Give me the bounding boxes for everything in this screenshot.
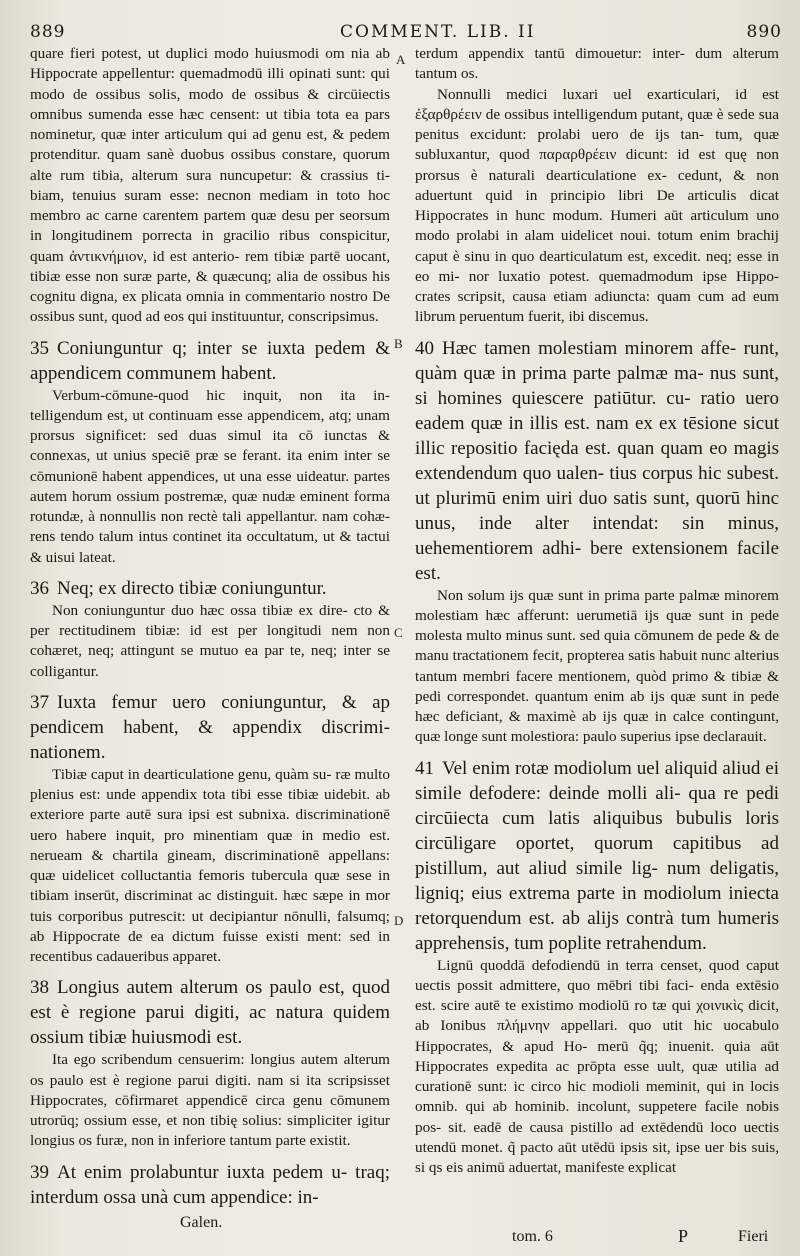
lemma-text: Hæc tamen molestiam minorem affe- runt, quàm quæ in prima parte palmæ ma- nus sunt, si homines quiescere patiūtur. cu- ratio uero eadem quæ in illis est. nam ex ex tēsione sicut illic repositio facięda est. quan quam eo magis extendendum quo ualen- tius corpus hic subest. ut plurimū enim uiri duo satis sunt, quorū hinc unus, inde alter intendat: sin minus, uehementiorem adhi- bere extensionem facile est. (415, 337, 779, 584)
paragraph-gap (30, 328, 390, 334)
paragraph-gap (30, 967, 390, 973)
margin-letter-c: C (394, 625, 403, 640)
paragraph-gap (415, 328, 779, 334)
right-column (415, 44, 779, 1178)
lemma-number: 35 (30, 337, 49, 359)
commentary-paragraph: Non coniunguntur duo hæc ossa tibiæ ex dire- cto & per rectitudinem tibiæ: id est per longitudi nem non cohæret, neq; attingunt se mutuo ea par te, neq; inter se colligantur. (30, 601, 390, 680)
lemma-text: Coniunguntur q; inter se iuxta pedem & appendicem communem habent. (30, 337, 390, 384)
left-column (30, 44, 390, 1210)
running-title: COMMENT. LIB. II (340, 22, 536, 42)
margin-letter-d: D (394, 913, 404, 928)
commentary-paragraph: Ita ego scribendum censuerim: longius autem alterum os paulo est è regione parui digiti. nam si ita scripsisset Hippocrates, cōfirmaret appendicē circa genu cōmunem utrorūq; ossium esse, et non tibię solius: simpliciter igitur longius os furæ, non in inferiore tantum parte existit. (30, 1051, 390, 1150)
commentary-paragraph: Verbum-cōmune-quod hic inquit, non ita in- telligendum est, ut continuam esse appendicem, atq; unam prorsus significet: sed duas simul ita cō iunctas & connexas, ut unius speciē præ se ferant. ita enim inter se cōmunionē habent appendices, ut una esse uideatur. partes autem horum ossium postremæ, quæ nudæ eminent forma rotundæ, à nonnullis non rectè tali appellantur. nam cohæ- rens tendo talum intus continet ita occultatum, ut & tactui & uisui lateat. (30, 386, 390, 566)
margin-letter-b: B (394, 336, 403, 351)
commentary-paragraph: quare fieri potest, ut duplici modo huiusmodi om nia ab Hippocrate appellentur: quemadmodū illi opinati sunt: qui modo de ossibus solis, modo de ossibus & circūiectis omnibus sumenda esse hæc censent: ut tibia tota ea pars nominetur, quæ inter articulum qui ad genu est, & pedem protenditur. quam sanè duobus ossibus constare, quorum alte rum tibia, alterum sura nuncupetur: & crassius ti- biam, tenuius suram esse: necnon mediam in toto hoc membro ac carne carentem partem quæ desu per seorsum in longitudinem porrecta in gracilio ribus conspicitur, quam ἀντικνήμιον, id est anterio- rem tibiæ partē uocant, tibiæ esse non suræ parte, & quæcunq; alia de ossibus his cognitu digna, ex plicata omnia in commentario nostro De ossibus sunt, quod ad eos qui instituuntur, conscripsimus. (30, 45, 390, 326)
lemma-number: 40 (415, 337, 434, 359)
lemma-number: 41 (415, 757, 434, 779)
lemma (30, 690, 390, 765)
running-header (30, 22, 782, 46)
paragraph-gap (30, 1152, 390, 1158)
lemma-number: 36 (30, 577, 49, 599)
lemma-number: 38 (30, 977, 49, 999)
page-footer (0, 1210, 800, 1250)
paragraph-gap (30, 682, 390, 688)
paragraph-gap (415, 748, 779, 754)
page-number-right: 890 (746, 22, 782, 42)
lemma-number: 39 (30, 1161, 49, 1183)
commentary-paragraph: Nonnulli medici luxari uel exarticulari, id est ἐξαρθρέειν de ossibus intelligendum putant, quæ è sede sua penitus excidunt: prolabi uero de ijs tan- tum, quæ subluxantur, quod παραρθρέειν dicunt: id est quę non prorsus è naturali dearticulatione ex- cedunt, & non aduertunt quid in principio libri De articulis dicat Hippocrates in hunc modum. Humeri aūt articulum uno modo prolabi in alam uidelicet noui. totum enim brachij caput è sinu in quo dearticulatum est, excedit. neq; esse in eo mi- nor luxatio potest. quemadmodum ipse Hippo- crates scripsit, causa etiam adiuncta: quam cum ad eum librum peruentum fuerit, ibi discemus. (415, 85, 779, 326)
lemma (415, 756, 779, 956)
signature-mark: P (678, 1226, 689, 1246)
lemma (30, 576, 390, 601)
catchword-left: Galen. (180, 1214, 223, 1231)
commentary-paragraph: terdum appendix tantū dimouetur: inter- dum alterum tantum os. (415, 45, 779, 83)
lemma-text: Iuxta femur uero coniunguntur, & ap pendicem habent, & appendix discrimi- nationem. (30, 691, 390, 763)
margin-letter-a: A (396, 52, 406, 67)
lemma (415, 336, 779, 586)
commentary-paragraph: Tibiæ caput in dearticulatione genu, quàm su- ræ multo plenius est: unde appendix tota tibi esse tibiæ uidebit. ab exteriore parte autē sura ipsi est subnixa. discriminationē uero habere inquit, pro minentiam quæ in medio est. nerueam & chartila gineam, discriminationē appellans: quæ uidelicet colluctantia femoris tubercula quæ sese in tibiam inserūt, discriminat ac distinguit. hæc sæpe in mor tuis corporibus putrescit: ut decipiantur nōnulli, falsumq; ab Hippocrate de ea dictum fuisse existi ment: sed in recentibus cadaueribus apparet. (30, 765, 390, 965)
signature-text: tom. 6 (512, 1228, 553, 1245)
commentary-paragraph: Lignū quoddā defodiendū in terra censet, quod caput uectis possit admittere, quo mēbri tibi faci- enda extēsio est. scire autē te existimo modiolū ro tæ qui χοινικὶς dicit, ab Ionibus πλήμνην appellari. quo utit hic uocabulo Hippocrates, & apud Ho- merū q̃q; inuenit. quia aūt Hippocrates expedita ac prōpta esse uult, quæ utilia ad curationē sunt: ic circo hic modioli meminit, qui in locis omnib. qui ab hominib. incolunt, suppetere facile nobis pos- sit. eadē de causa pistillo ad extēdendū loco uectis utendū monet. q̃ pacto aūt utēdū ipsis sit, ipse uer bis suis, si qs eis animū aduertat, manifeste explicat (415, 956, 779, 1176)
paragraph-gap (30, 568, 390, 574)
commentary-paragraph: Non solum ijs quæ sunt in prima parte palmæ minorem molestiam hæc afferunt: uerumetiā ijs quæ sunt in pede molesta multo minus sunt. sed quia cōmunem de pede & de manu tractationem fecit, propterea satis habuit nunc alterius tantum membri facere mentionem, quòd primo & tibiæ & pedi correspondet. quantum enim ab ijs quæ sunt in pede hæc deficiant, & maximè ab ijs quæ in calce contingunt, quæ longe sunt molestiora: paulo superius ipse declarauit. (415, 586, 779, 746)
lemma-text: At enim prolabuntur iuxta pedem u- traq; interdum ossa unà cum appendice: in- (30, 1161, 390, 1208)
lemma-text: Vel enim rotæ modiolum uel aliquid aliud ei simile defodere: deinde molli ali- qua re pedi circūiecta cum latis aliquibus bubulis loris circūligare oportet, quorum capitibus ad pistillum, aut aliud simile lig- num deligatis, ligniq; eius extrema parte in modiolum iniecta retorquendum est. ab alijs contrà tum humeris apprehensis, tum poplite retrahendum. (415, 757, 779, 954)
lemma (30, 336, 390, 386)
lemma-number: 37 (30, 691, 49, 713)
lemma (30, 975, 390, 1050)
lemma (30, 1160, 390, 1210)
catchword-right: Fieri (738, 1228, 769, 1245)
lemma-text: Longius autem alterum os paulo est, quod est è regione parui digiti, ac natura quidem ossium tibiæ huiusmodi est. (30, 977, 390, 1049)
page-number-left: 889 (30, 22, 66, 42)
lemma-text: Neq; ex directo tibiæ coniunguntur. (57, 577, 327, 599)
